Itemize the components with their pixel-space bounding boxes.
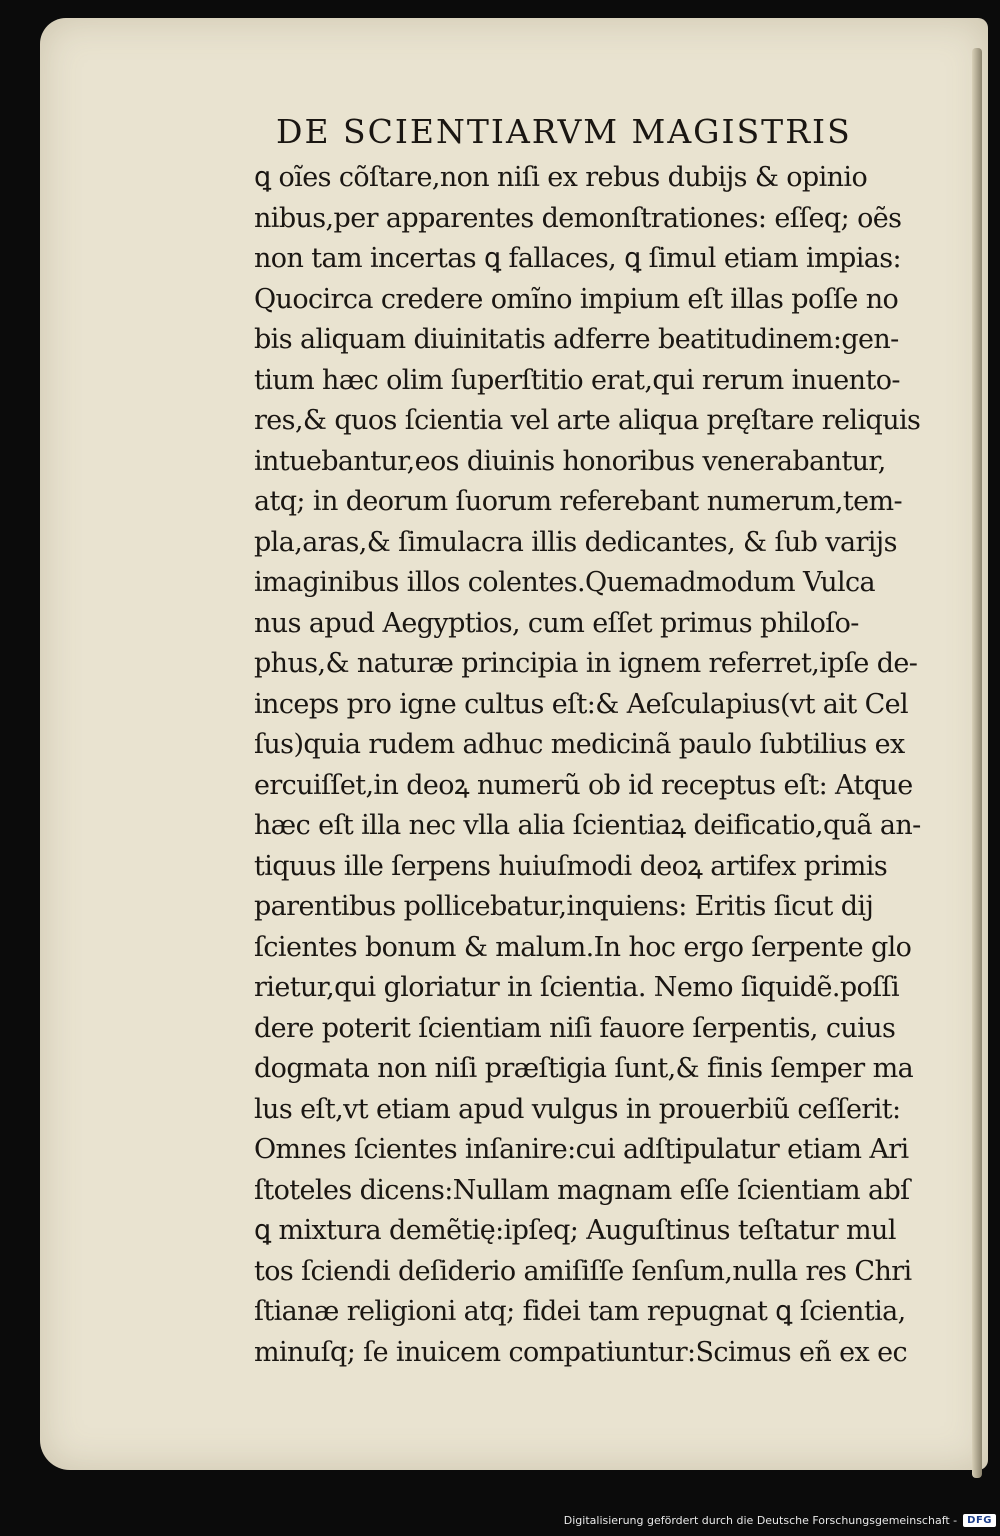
text-line: ſtianæ religioni atq; fidei tam repugnat ꝗ ſcientia, [254,1296,906,1327]
funding-credit: Digitalisierung gefördert durch die Deutsche Forschungsgemeinschaft - [563,1513,958,1527]
text-line: nus apud Aegyptios, cum eſſet primus philoſo- [254,607,859,639]
text-line: imaginibus illos colentes.Quemadmodum Vulca [254,567,876,598]
text-line: Omnes ſcientes inſanire:cui adſtipulatur etiam Ari [254,1134,909,1165]
text-line: ꝗ oĩes cõſtare,non niſi ex rebus dubijs & opinio [254,162,868,193]
text-line: parentibus pollicebatur,inquiens: Eritis ſicut dij [254,891,874,922]
text-line: minuſq; ſe inuicem compatiuntur:Scimus eñ ex ec [254,1336,908,1368]
text-line: lus eſt,vt etiam apud vulgus in prouerbiũ ceſſerit: [254,1093,901,1125]
text-line: Quocirca credere omĩno impium eſt illas poſſe no [254,283,899,315]
text-line: tium hæc olim ſuperſtitio erat,qui rerum inuento- [254,364,900,396]
text-line: inceps pro igne cultus eſt:& Aeſculapius(vt ait Cel [254,688,909,720]
text-line: dogmata non niſi præſtigia ſunt,& finis ſemper ma [254,1053,914,1084]
digitization-footer [0,1508,1000,1532]
text-line: tiquus ille ſerpens huiuſmodi deoꝝ artifex primis [254,850,888,882]
text-line: bis aliquam diuinitatis adferre beatitudinem:gen- [254,324,899,355]
text-line: dere poterit ſcientiam niſi fauore ſerpentis, cuius [254,1012,896,1044]
text-line: intuebantur,eos diuinis honoribus venerabantur, [254,445,886,477]
text-line: pla,aras,& ſimulacra illis dedicantes, & ſub varijs [254,526,897,558]
text-line: hæc eſt illa nec vlla alia ſcientiaꝝ deificatio,quã an- [254,810,921,841]
text-line: ꝗ mixtura demẽtię:ipſeq; Auguſtinus teſtatur mul [254,1215,896,1246]
text-line: tos ſciendi deſiderio amiſiſſe ſenſum,nulla res Chri [254,1255,912,1287]
text-block [254,108,934,1373]
text-line: non tam incertas ꝗ fallaces, ꝗ ſimul etiam impias: [254,243,901,274]
text-line: ſus)quia rudem adhuc medicinã paulo ſubtilius ex [254,729,905,760]
running-head: DE SCIENTIARVM MAGISTRIS [276,112,852,151]
text-line: res,& quos ſcientia vel arte aliqua pręſtare reliquis [254,405,921,436]
text-line: atq; in deorum ſuorum referebant numerum,tem- [254,486,902,517]
text-line: ſcientes bonum & malum.In hoc ergo ſerpente glo [254,931,912,963]
text-line: ercuiſſet,in deoꝝ numerũ ob id receptus eſt: Atque [254,769,913,801]
text-line: phus,& naturæ principia in ignem referret,ipſe de- [254,648,918,679]
text-line: ſtoteles dicens:Nullam magnam eſſe ſcientiam abſ [254,1174,910,1206]
text-line: nibus,per apparentes demonſtrationes: eſſeq; oẽs [254,202,902,234]
dfg-logo: DFG [963,1514,996,1527]
page-edge [972,48,982,1478]
text-line: rietur,qui gloriatur in ſcientia. Nemo ſiquidẽ.poſſi [254,972,899,1003]
